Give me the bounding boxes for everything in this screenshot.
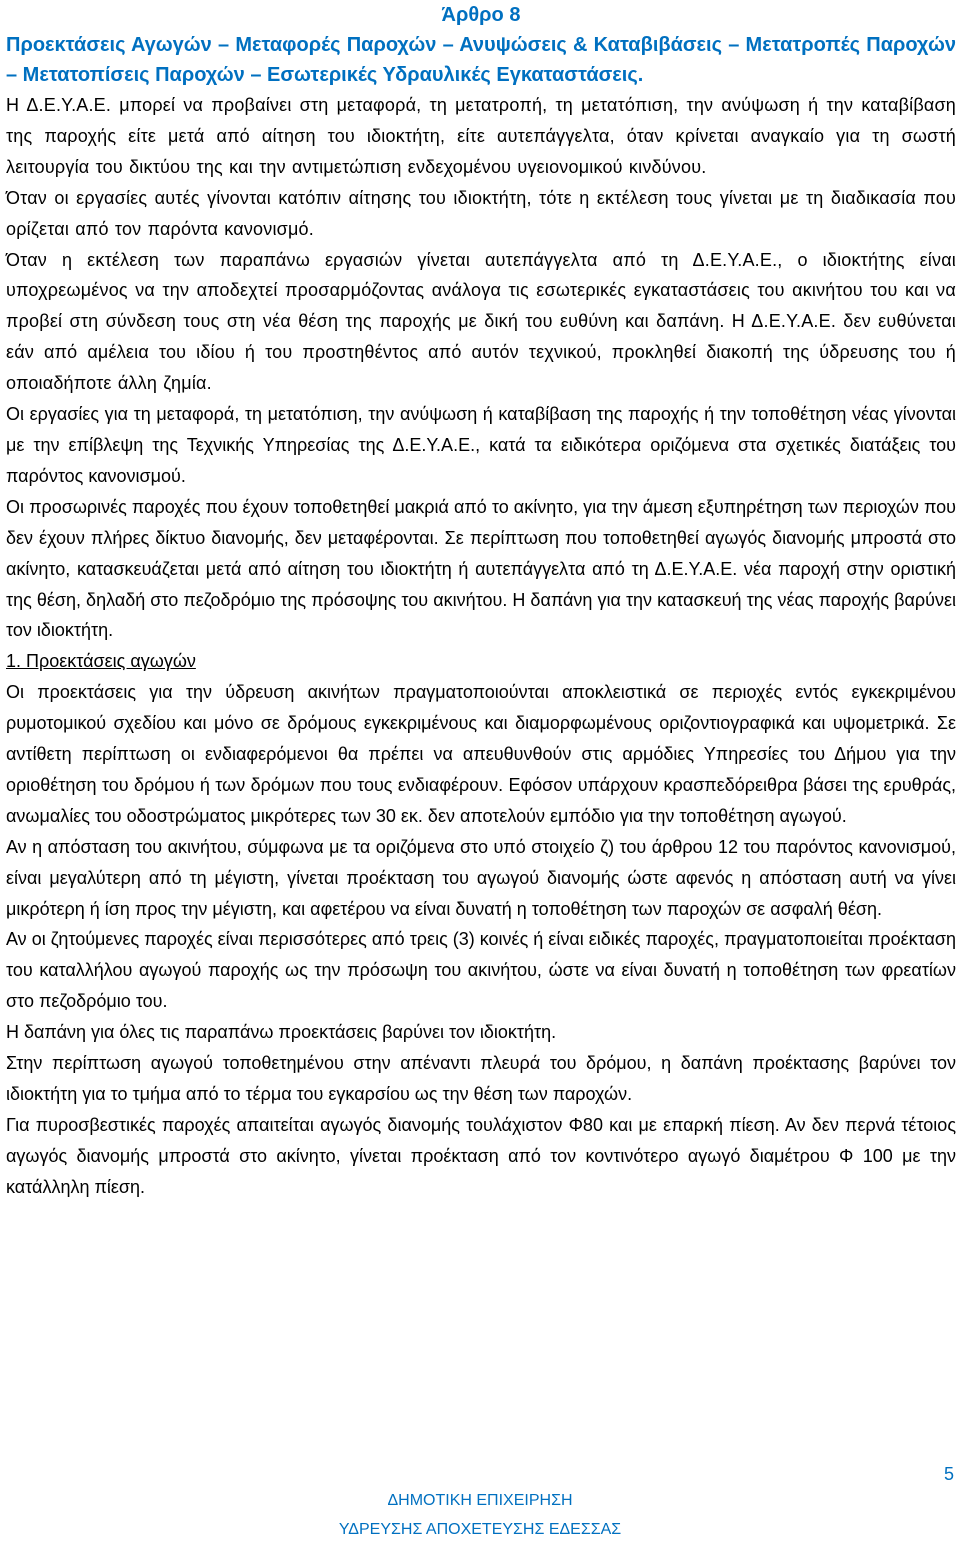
paragraph: Αν οι ζητούμενες παροχές είναι περισσότερες από τρεις (3) κοινές ή είναι ειδικές παροχές, πραγματοποιείται προέκταση του καταλλήλου αγωγού παροχής ως την πρόσωψη του ακινήτου, ώστε να είναι δυνατή η τοποθέτηση των φρεατίων στο πεζοδρόμιο του. [6,929,956,1012]
paragraph: Οι εργασίες για τη μεταφορά, τη μετατόπιση, την ανύψωση ή καταβίβαση της παροχής ή την τοποθέτηση νέας γίνονται με την επίβλεψη της Τεχνικής Υπηρεσίας της Δ.Ε.Υ.Α.Ε., κατά τα ειδικότερα οριζόμενα στα σχετικές διατάξεις του παρόντος κανονισμού. [6,404,956,486]
footer-line: ΥΔΡΕΥΣΗΣ ΑΠΟΧΕΤΕΥΣΗΣ ΕΔΕΣΣΑΣ [338,1521,622,1538]
article-title: Άρθρο 8 [441,4,521,26]
paragraph: Όταν οι εργασίες αυτές γίνονται κατόπιν αίτησης του ιδιοκτήτη, τότε η εκτέλεση τους γίνεται με τη διαδικασία που ορίζεται από τον παρόντα κανονισμό. [6,187,956,239]
footer [0,1486,960,1544]
article-heading: Προεκτάσεις Αγωγών – Μεταφορές Παροχών – Ανυψώσεις & Καταβιβάσεις – Μετατροπές Παροχών – Μετατοπίσεις Παροχών – Εσωτερικές Υδραυλικές Εγκαταστάσεις. [6,34,956,86]
page-number: 5 [943,1464,954,1484]
paragraph: Για πυροσβεστικές παροχές απαιτείται αγωγός διανομής τουλάχιστον Φ80 και με επαρκή πίεση. Αν δεν περνά τέτοιος αγωγός διανομής μπροστά στο ακίνητο, γίνεται προέκταση από τον κοντινότερο αγωγό διαμέτρου Φ 100 με την κατάλληλη πίεση. [6,1114,956,1197]
paragraph: Όταν η εκτέλεση των παραπάνω εργασιών γίνεται αυτεπάγγελτα από τη Δ.Ε.Υ.Α.Ε., ο ιδιοκτήτης είναι υποχρεωμένος να την αποδεχτεί προσαρμόζοντας ανάλογα τις εσωτερικές εγκαταστάσεις του ακινήτου του και να προβεί στη σύνδεση τους στη νέα θέση της παροχής με δική του ευθύνη και δαπάνη. Η Δ.Ε.Υ.Α.Ε. δεν ευθύνεται εάν από αμέλεια του ιδίου ή του προστηθέντος από αυτόν τεχνικού, προκληθεί διακοπή της ύδρευσης του ή οποιαδήποτε άλλη ζημία. [6,249,956,394]
footer-line: ΔΗΜΟΤΙΚΗ ΕΠΙΧΕΙΡΗΣΗ [387,1492,573,1509]
paragraph: Η δαπάνη για όλες τις παραπάνω προεκτάσεις βαρύνει τον ιδιοκτήτη. [6,1022,557,1043]
paragraph: Η Δ.Ε.Υ.Α.Ε. μπορεί να προβαίνει στη μεταφορά, τη μετατροπή, τη μετατόπιση, την ανύψωση ή την καταβίβαση της παροχής είτε μετά από αίτηση του ιδιοκτήτη, είτε αυτεπάγγελτα, όταν κρίνεται αναγκαίο για τη σωστή λειτουργία του δικτύου της και την αντιμετώπιση ενδεχομένου υγειονομικού κινδύνου. [6,95,956,177]
paragraph: Αν η απόσταση του ακινήτου, σύμφωνα με τα οριζόμενα στο υπό στοιχείο ζ) του άρθρου 12 του παρόντος κανονισμού, είναι μεγαλύτερη από τη μέγιστη, γίνεται προέκταση του αγωγού διανομής ώστε αφενός η απόσταση αυτή να γίνει μικρότερη ή ίση προς την μέγιστη, και αφετέρου να είναι δυνατή η τοποθέτηση των παροχών σε ασφαλή θέση. [6,836,956,919]
paragraph: Οι προσωρινές παροχές που έχουν τοποθετηθεί μακριά από το ακίνητο, για την άμεση εξυπηρέτηση των περιοχών που δεν έχουν πλήρες δίκτυο διανομής, δεν μεταφέρονται. Σε περίπτωση που τοποθετηθεί αγωγός διανομής μπροστά στο ακίνητο, κατασκευάζεται μετά από αίτηση του ιδιοκτήτη ή αυτεπάγγελτα από τη Δ.Ε.Υ.Α.Ε. νέα παροχή στην οριστική της θέση, δηλαδή στο πεζοδρόμιο της πρόσοψης του ακινήτου. Η δαπάνη για την κατασκευή της νέας παροχής βαρύνει τον ιδιοκτήτη. [6,496,956,641]
paragraph: Οι προεκτάσεις για την ύδρευση ακινήτων πραγματοποιούνται αποκλειστικά σε περιοχές εντός εγκεκριμένου ρυμοτομικού σχεδίου και μόνο σε δρόμους εγκεκριμένους και διαμορφωμένους οριζοντιογραφικά και υψομετρικά. Σε αντίθετη περίπτωση οι ενδιαφερόμενοι θα πρέπει να απευθυνθούν στις αρμόδιες Υπηρεσίες του Δήμου για την οριοθέτηση του δρόμου ή των δρόμων που τους ενδιαφέρουν. Εφόσον υπάρχουν κρασπεδόρειθρα βάσει της ερυθράς, ανωμαλίες του οδοστρώματος μικρότερες των 30 εκ. δεν αποτελούν εμπόδιο για την τοποθέτηση αγωγού. [6,682,956,826]
document-page [6,0,956,1203]
paragraph: Στην περίπτωση αγωγού τοποθετημένου στην απέναντι πλευρά του δρόμου, η δαπάνη προέκτασης βαρύνει τον ιδιοκτήτη για το τμήμα από το τέρμα του εγκαρσίου ως την θέση των παροχών. [6,1053,956,1104]
section-heading: 1. Προεκτάσεις αγωγών [6,651,196,672]
